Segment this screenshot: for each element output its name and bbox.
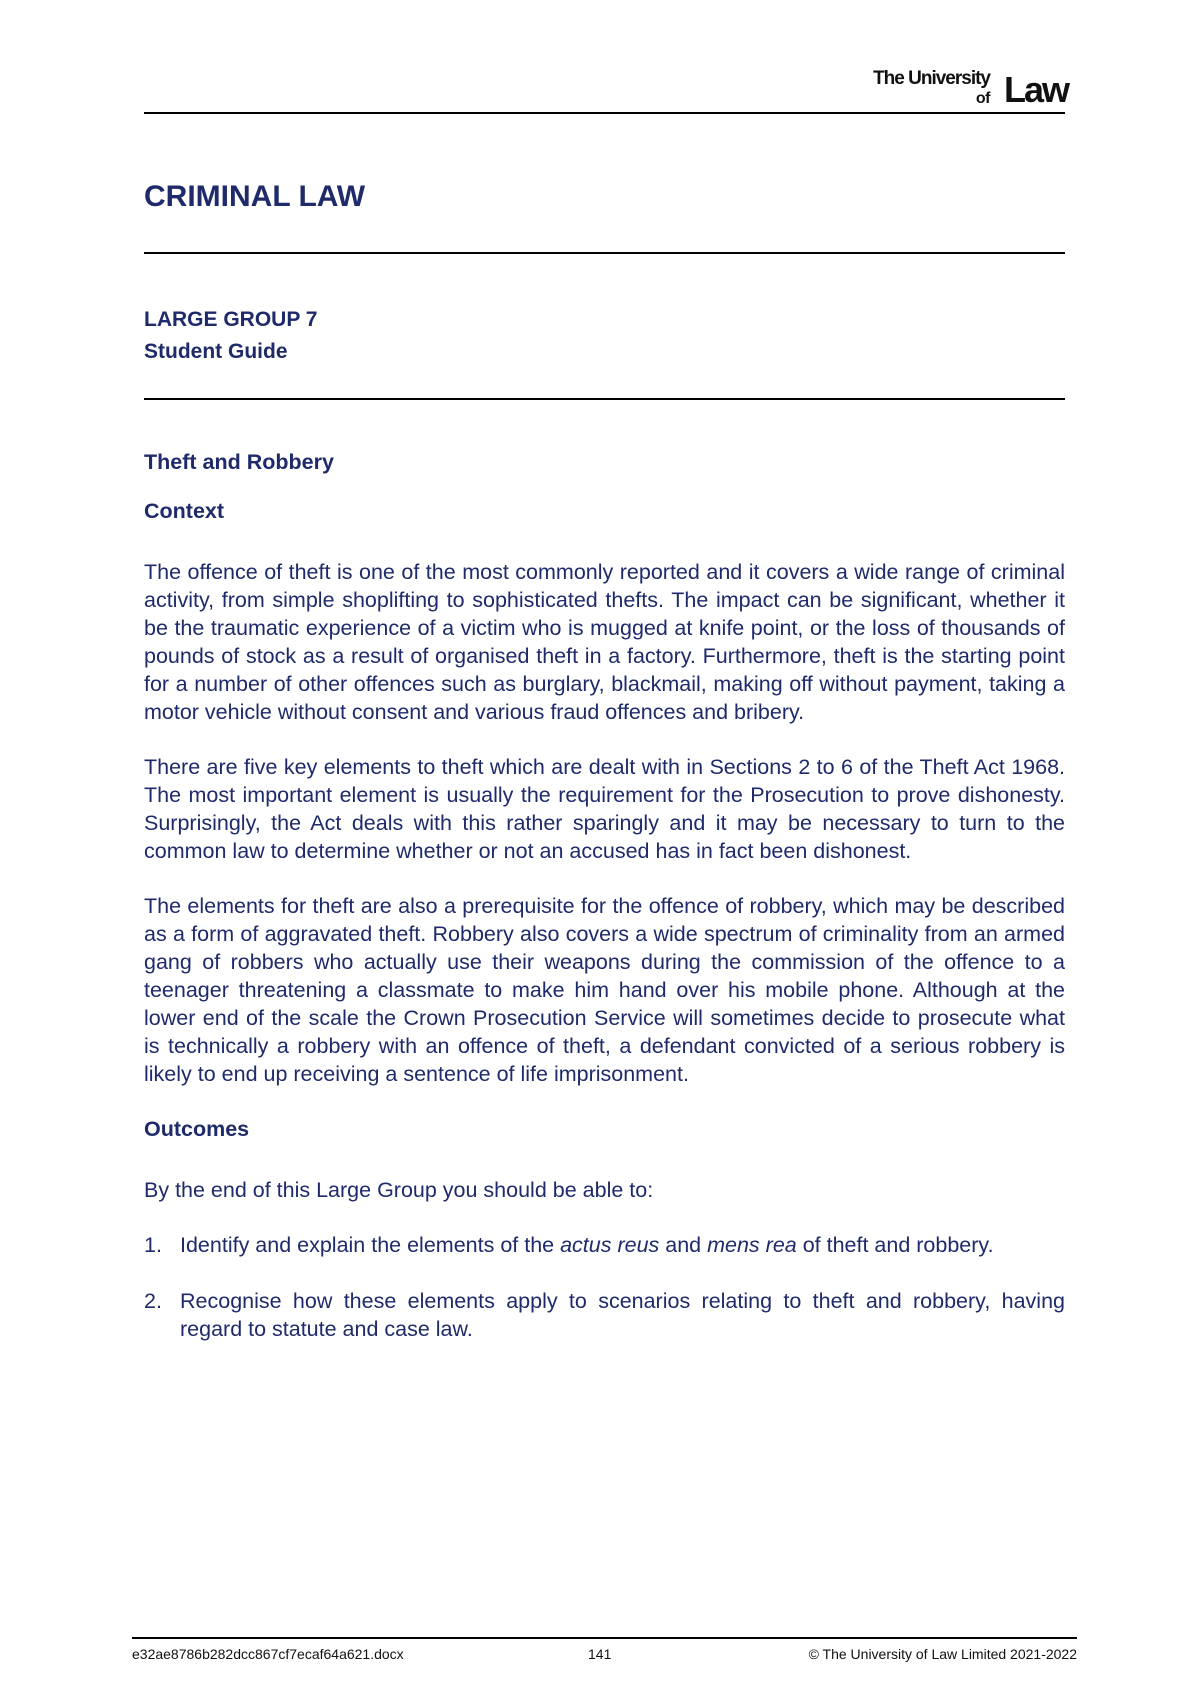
document-body xyxy=(144,448,1065,1371)
outcome-1-actus-reus: actus reus xyxy=(560,1233,660,1257)
outcome-1-text-middle: and xyxy=(659,1233,708,1257)
footer-copyright: © The University of Law Limited 2021-2022 xyxy=(808,1646,1077,1662)
page-title: CRIMINAL LAW xyxy=(144,180,366,213)
header-rule-top xyxy=(144,112,1065,114)
context-heading: Context xyxy=(144,499,225,523)
outcome-1-text-after: of theft and robbery. xyxy=(796,1233,994,1257)
university-of-law-logo xyxy=(848,62,1068,110)
logo-line-of: of xyxy=(975,90,990,107)
outcomes-list xyxy=(144,1231,1065,1343)
footer-page-number: 141 xyxy=(588,1646,612,1662)
outcomes-intro: By the end of this Large Group you should be able to: xyxy=(144,1178,654,1202)
student-guide-label: Student Guide xyxy=(144,340,288,363)
outcome-number-1: 1. xyxy=(144,1233,162,1257)
header-rule-middle xyxy=(144,252,1065,254)
outcome-number-2: 2. xyxy=(144,1289,162,1313)
context-paragraph-1: The offence of theft is one of the most commonly reported and it covers a wide range of criminal activity, from simple shoplifting to sophisticated thefts. The impact can be significant, whether it be the traumatic experience of a victim who is mugged at knife point, or the loss of thousands of pounds of stock as a result of organised theft in a factory. Furthermore, theft is the starting point for a number of other offences such as burglary, blackmail, making off without payment, taking a motor vehicle without consent and various fraud offences and bribery. xyxy=(144,560,1065,724)
outcome-1-text-before: Identify and explain the elements of the xyxy=(180,1233,561,1257)
logo-line-the-university: The University xyxy=(873,68,990,89)
footer-rule xyxy=(132,1637,1077,1639)
outcome-item-1 xyxy=(144,1231,1065,1259)
outcome-1-mens-rea: mens rea xyxy=(707,1233,797,1257)
header-rule-bottom xyxy=(144,398,1065,400)
section-heading: Theft and Robbery xyxy=(144,450,334,474)
large-group-label: LARGE GROUP 7 xyxy=(144,308,318,331)
footer-filename: e32ae8786b282dcc867cf7ecaf64a621.docx xyxy=(132,1646,404,1662)
context-paragraph-2: There are five key elements to theft which are dealt with in Sections 2 to 6 of the Theft Act 1968. The most important element is usually the requirement for the Prosecution to prove dishonesty. Surprisingly, the Act deals with this rather sparingly and it may be necessary to turn to the common law to determine whether or not an accused has in fact been dishonest. xyxy=(144,755,1065,863)
outcomes-heading: Outcomes xyxy=(144,1117,250,1141)
context-paragraph-3: The elements for theft are also a prerequisite for the offence of robbery, which may be described as a form of aggravated theft. Robbery also covers a wide spectrum of criminality from an armed gang of robbers who actually use their weapons during the commission of the offence to a teenager threatening a classmate to make him hand over his mobile phone. Although at the lower end of the scale the Crown Prosecution Service will sometimes decide to prosecute what is technically a robbery with an offence of theft, a defendant convicted of a serious robbery is likely to end up receiving a sentence of life imprisonment. xyxy=(144,894,1065,1086)
logo-line-law: Law xyxy=(1003,69,1068,110)
outcome-item-2 xyxy=(144,1287,1065,1343)
outcome-2-text: Recognise how these elements apply to scenarios relating to theft and robbery, having regard to statute and case law. xyxy=(180,1289,1065,1341)
